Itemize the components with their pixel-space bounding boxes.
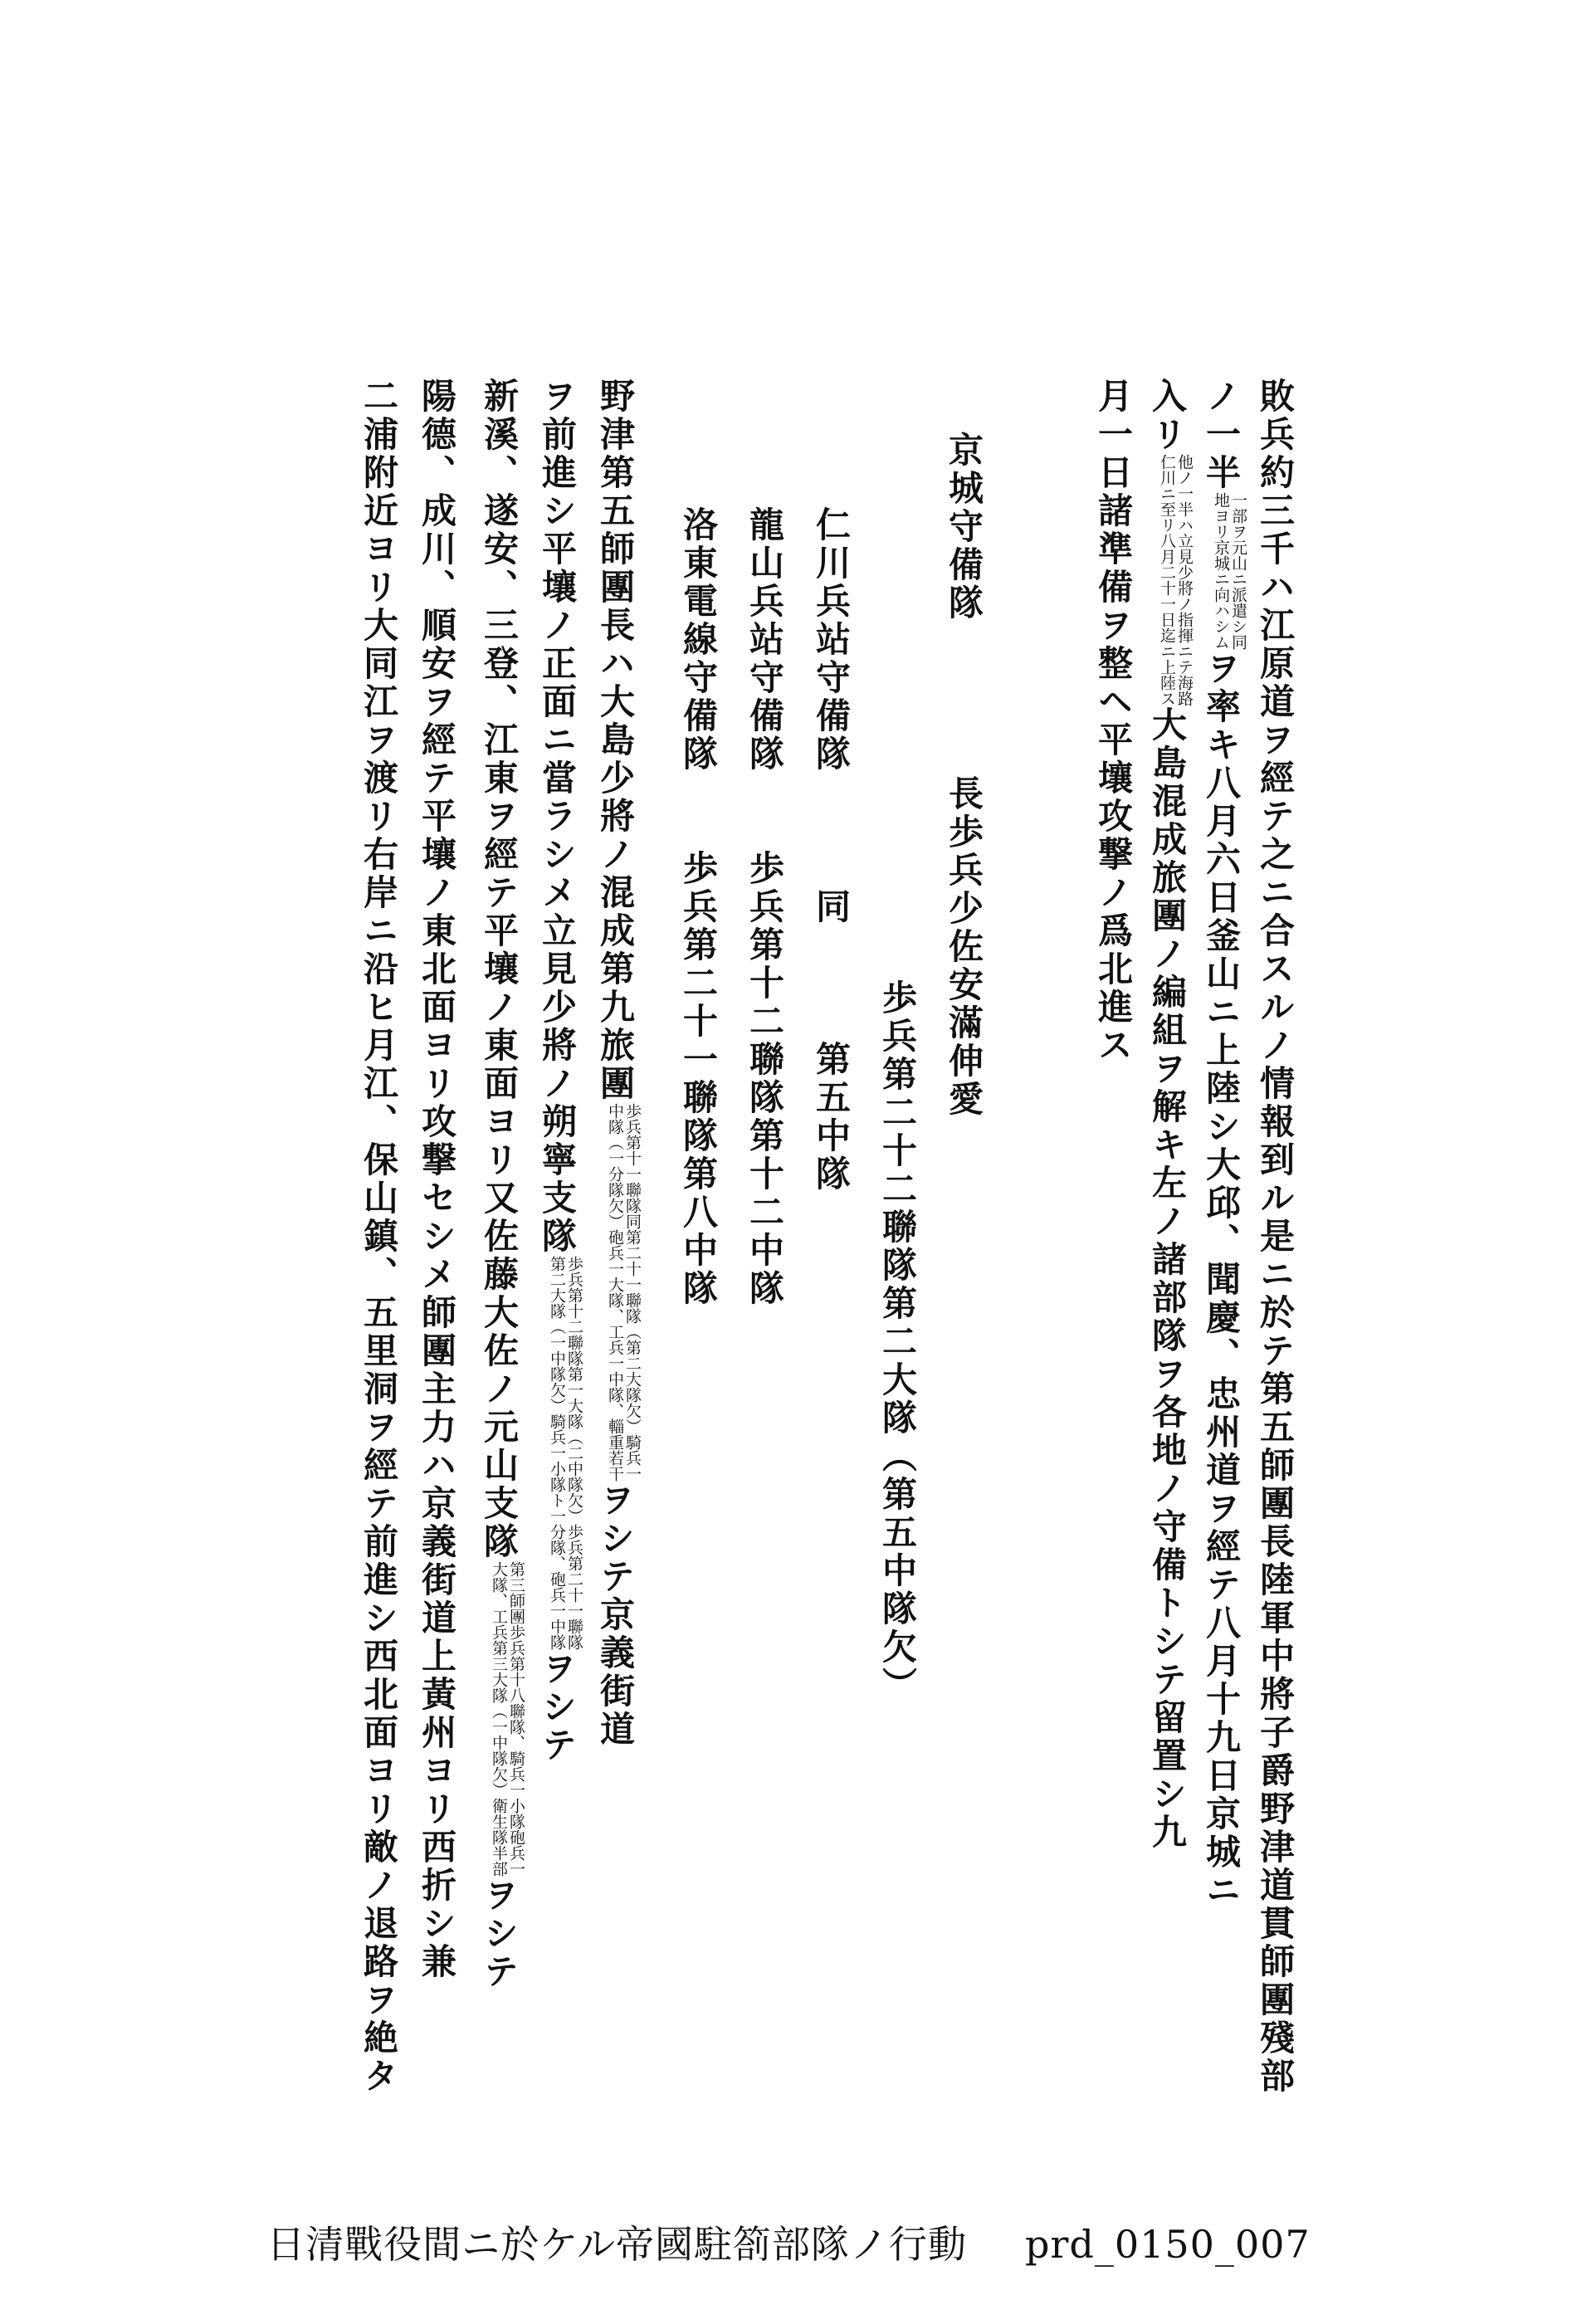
text-column-4 [1093, 378, 1134, 1065]
inline-note-line: 第二大隊（一中隊欠）騎兵一小隊ト一分隊、砲兵一中隊 [548, 1256, 566, 1650]
inline-note-line: 歩兵第十一聯隊同第二十一聯隊（第二大隊欠）騎兵一 [623, 1103, 642, 1482]
inline-note-line: 第三師團歩兵第十八聯隊、騎兵一小隊砲兵一 [507, 1561, 525, 1877]
inline-note [1158, 454, 1193, 706]
column-text: ヲシテ京義街道 [595, 1482, 636, 1749]
inline-note [490, 1561, 525, 1877]
column-text: ヲ前進シ平壤ノ正面ニ當ラシメ立見少將ノ朔寧支隊 [537, 378, 578, 1256]
inline-note [1212, 492, 1247, 650]
column-text: 入リ [1147, 378, 1188, 454]
text-column-13 [417, 378, 457, 1981]
column-text: 仁川兵站守備隊 同 第五中隊 [811, 506, 852, 1194]
column-text: 京城守備隊 長歩兵少佐安滿伸愛 [944, 432, 984, 1119]
column-text: 敗兵約三千ハ江原道ヲ經テ之ニ合スルノ情報到ル是ニ於テ第五師團長陸軍中將子爵野津道貫師團殘部 [1255, 378, 1296, 2096]
inline-note-line: 仁川ニ至リ八月二十一日迄ニ上陸ス [1158, 454, 1176, 706]
footer-title: 日清戰役間ニ於ケル帝國駐箚部隊ノ行動 [266, 2222, 967, 2267]
text-column-14 [359, 378, 399, 2096]
text-column-10 [595, 378, 642, 1749]
page-footer [0, 2214, 1577, 2269]
footer-code: prd_0150_007 [1024, 2222, 1311, 2267]
column-text: ヲシテ [537, 1650, 578, 1765]
column-text: 大島混成旅團ノ編組ヲ解キ左ノ諸部隊ヲ各地ノ守備トシテ留置シ九 [1147, 706, 1188, 1852]
column-text: 歩兵第二十二聯隊第二大隊（第五中隊欠） [877, 979, 918, 1705]
column-text: 月一日諸準備ヲ整ヘ平壤攻撃ノ爲北進ス [1093, 378, 1134, 1065]
text-column-2 [1201, 378, 1248, 1910]
inline-note [548, 1256, 583, 1650]
inline-note-line: 地ヨリ京城ニ向ハシム [1212, 492, 1230, 650]
inline-note-line: 他ノ一半ハ立見少將ノ指揮ニテ海路 [1175, 454, 1194, 706]
column-text: ヲ率キ八月六日釜山ニ上陸シ大邱、聞慶、忠州道ヲ經テ八月十九日京城ニ [1201, 650, 1242, 1910]
text-column-3 [1147, 378, 1194, 1852]
column-text: ノ一半 [1201, 378, 1242, 492]
column-text: 陽德、成川、順安ヲ經テ平壤ノ東北面ヨリ攻撃セシメ師團主力ハ京義街道上黃州ヨリ西折シ兼 [417, 378, 457, 1981]
column-text: 二浦附近ヨリ大同江ヲ渡リ右岸ニ沿ヒ月江、保山鎮、五里洞ヲ經テ前進シ西北面ヨリ敵ノ退路ヲ絶タ [359, 378, 399, 2096]
column-text: 野津第五師團長ハ大島少將ノ混成第九旅團 [595, 378, 636, 1103]
inline-note-line: 中隊（一分隊欠）砲兵一大隊、工兵一中隊、輜重若干 [606, 1103, 624, 1482]
column-text: 龍山兵站守備隊 歩兵第十二聯隊第十二中隊 [745, 506, 785, 1308]
inline-note-line: 一部ヲ元山ニ派遣シ同 [1229, 492, 1247, 650]
inline-note-line: 歩兵第十二聯隊第一大隊（二中隊欠）歩兵第二十一聯隊 [565, 1256, 583, 1650]
column-text: ヲシテ [479, 1877, 520, 1991]
text-column-11 [537, 378, 584, 1765]
text-column-5 [944, 432, 984, 1119]
text-column-8 [745, 506, 785, 1308]
column-text: 洛東電線守備隊 歩兵第二十一聯隊第八中隊 [678, 506, 719, 1308]
inline-note-line: 大隊、工兵第三大隊（一中隊欠）衛生隊半部 [490, 1561, 508, 1877]
text-column-7 [811, 506, 852, 1194]
column-text: 新溪、遂安、三登、江東ヲ經テ平壤ノ東面ヨリ又佐藤大佐ノ元山支隊 [479, 378, 520, 1561]
text-column-9 [678, 506, 719, 1308]
text-column-1 [1255, 378, 1296, 2096]
text-column-12 [481, 378, 526, 1991]
text-column-6 [877, 979, 918, 1705]
inline-note [606, 1103, 641, 1482]
